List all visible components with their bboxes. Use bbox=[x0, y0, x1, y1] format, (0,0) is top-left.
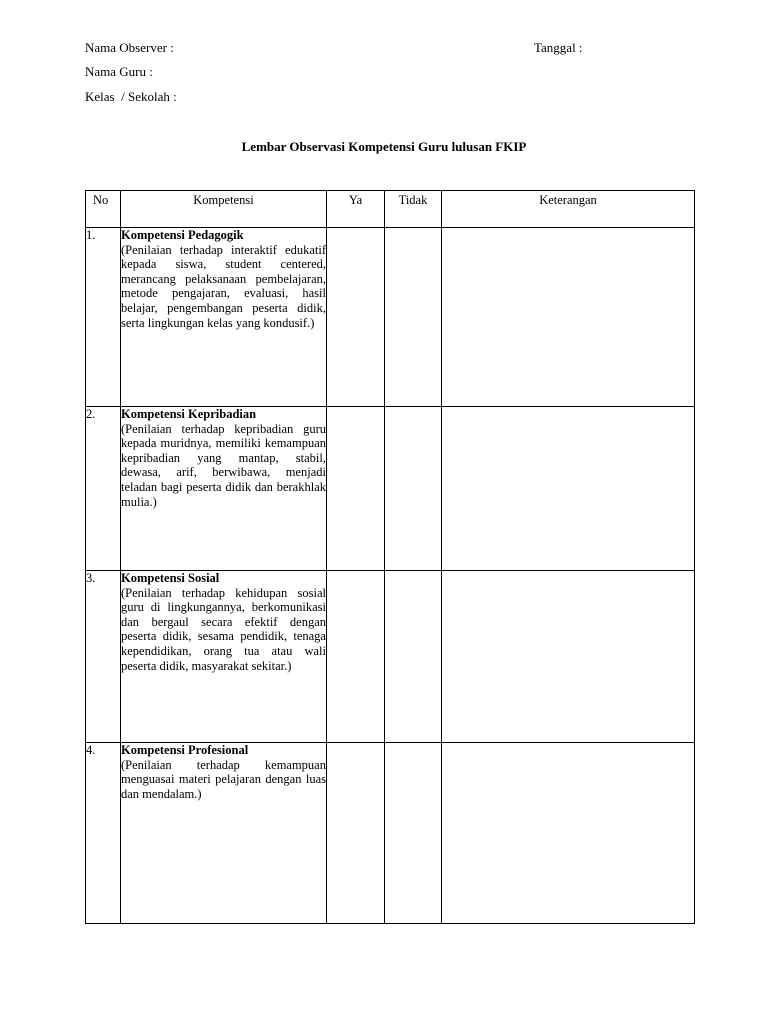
table-row bbox=[86, 571, 695, 743]
row-number: 1. bbox=[86, 228, 121, 407]
tidak-cell[interactable] bbox=[385, 228, 442, 407]
competency-title: Kompetensi Profesional bbox=[121, 743, 249, 757]
competency-title: Kompetensi Sosial bbox=[121, 571, 220, 585]
row-number: 3. bbox=[86, 571, 121, 743]
competency-description: (Penilaian terhadap kehidupan sosial guru di lingkungannya, berkomunikasi dan bergaul secara efektif dengan peserta didik, sesama pendidik, tenaga kependidikan, orang tua atau wali peserta didik, masyarakat sekitar.) bbox=[121, 585, 326, 673]
tidak-cell[interactable] bbox=[385, 407, 442, 571]
observation-table bbox=[85, 190, 695, 924]
competency-cell bbox=[121, 407, 327, 571]
competency-cell bbox=[121, 228, 327, 407]
tidak-cell[interactable] bbox=[385, 743, 442, 924]
competency-description: (Penilaian terhadap kepribadian guru kepada muridnya, memiliki kemampuan kepribadian yang mantap, stabil, dewasa, arif, berwibawa, menjadi teladan bagi peserta didik dan berakhlak mulia.) bbox=[121, 421, 326, 509]
form-title: Lembar Observasi Kompetensi Guru lulusan FKIP bbox=[241, 139, 527, 154]
keterangan-cell[interactable] bbox=[442, 743, 695, 924]
column-header-kompetensi: Kompetensi bbox=[121, 191, 327, 228]
ya-cell[interactable] bbox=[327, 407, 385, 571]
column-header-keterangan: Keterangan bbox=[442, 191, 695, 228]
ya-cell[interactable] bbox=[327, 571, 385, 743]
row-number: 4. bbox=[86, 743, 121, 924]
column-header-tidak: Tidak bbox=[385, 191, 442, 228]
tidak-cell[interactable] bbox=[385, 571, 442, 743]
class-school-label: Kelas / Sekolah : bbox=[85, 89, 177, 104]
keterangan-cell[interactable] bbox=[442, 228, 695, 407]
ya-cell[interactable] bbox=[327, 228, 385, 407]
table-row bbox=[86, 743, 695, 924]
table-header-row bbox=[86, 191, 695, 228]
keterangan-cell[interactable] bbox=[442, 571, 695, 743]
competency-title: Kompetensi Kepribadian bbox=[121, 407, 257, 421]
competency-description: (Penilaian terhadap interaktif edukatif kepada siswa, student centered, merancang pelaksanaan pembelajaran, metode pengajaran, evaluasi, hasil belajar, pengembangan peserta didik, serta lingkungan kelas yang kondusif.) bbox=[121, 242, 326, 330]
row-number: 2. bbox=[86, 407, 121, 571]
column-header-no: No bbox=[86, 191, 121, 228]
competency-description: (Penilaian terhadap kemampuan menguasai materi pelajaran dengan luas dan mendalam.) bbox=[121, 757, 326, 801]
ya-cell[interactable] bbox=[327, 743, 385, 924]
competency-cell bbox=[121, 571, 327, 743]
competency-cell bbox=[121, 743, 327, 924]
table-row bbox=[86, 228, 695, 407]
competency-title: Kompetensi Pedagogik bbox=[121, 228, 244, 242]
observer-name-label: Nama Observer : bbox=[85, 40, 174, 55]
table-row bbox=[86, 407, 695, 571]
column-header-ya: Ya bbox=[327, 191, 385, 228]
keterangan-cell[interactable] bbox=[442, 407, 695, 571]
date-label: Tanggal : bbox=[534, 40, 583, 55]
teacher-name-label: Nama Guru : bbox=[85, 64, 153, 79]
